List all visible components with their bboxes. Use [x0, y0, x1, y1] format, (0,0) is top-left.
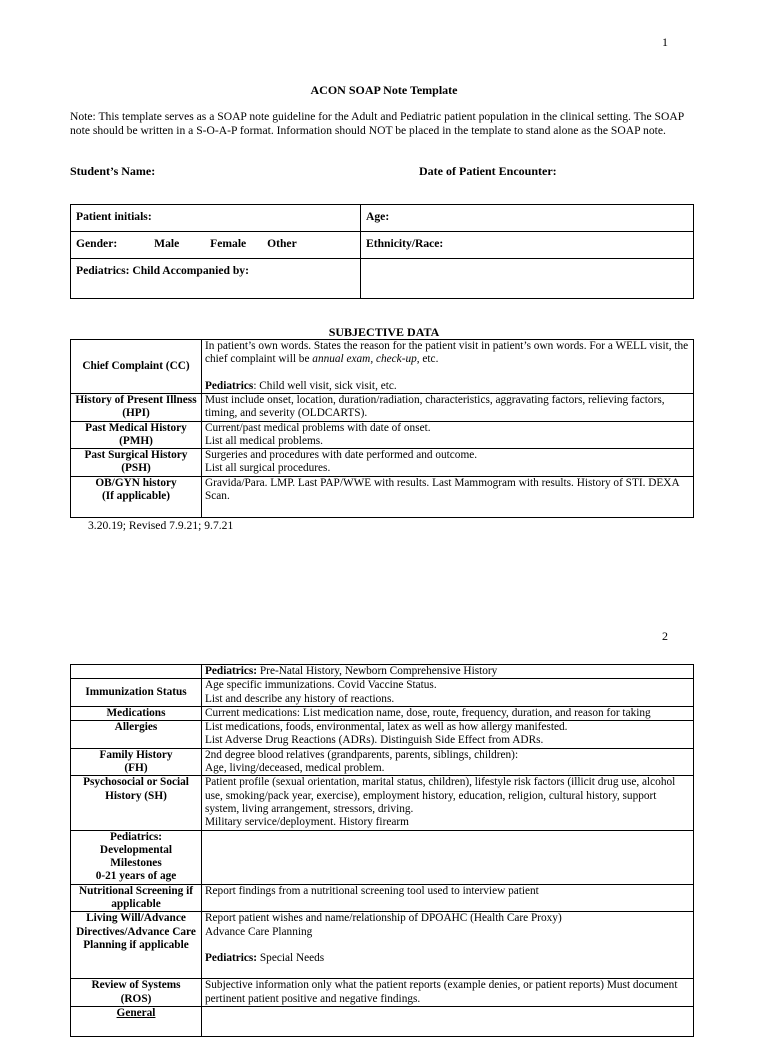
gender-option-other: Other: [267, 237, 297, 250]
allergies-label: Allergies: [71, 721, 202, 749]
pmh-description: [202, 421, 694, 449]
pmh-text-1: Current/past medical problems with date of onset.: [205, 421, 431, 434]
obgyn-label: [71, 476, 202, 517]
subjective-table-continued: [70, 664, 694, 1037]
document-title: ACON SOAP Note Template: [310, 83, 458, 97]
ros-description: Subjective information only what the patient reports (example denies, or patient reports) Must document pertinent patient positive and negative findings.: [202, 979, 694, 1007]
social-history-text-2: Military service/deployment. History firearm: [205, 816, 409, 829]
obgyn-description: Gravida/Para. LMP. Last PAP/WWE with results. Last Mammogram with results. History of STI. DEXA Scan.: [202, 476, 694, 517]
social-history-description: [202, 776, 694, 830]
ros-label: [71, 979, 202, 1007]
cc-peds-label: Pediatrics: [205, 379, 254, 392]
living-will-text-1: Report patient wishes and name/relationship of DPOAHC (Health Care Proxy): [205, 912, 562, 925]
living-will-text-2: Advance Care Planning: [205, 925, 313, 938]
family-history-text-2: Age, living/deceased, medical problem.: [205, 762, 385, 775]
social-history-text-1: Patient profile (sexual orientation, marital status, children), lifestyle risk factors (illicit drug use, alcohol use, smoking/pack year, exercise), employment history, education, religion, cultural history, support system, living arrangement, stressors, driving.: [205, 776, 676, 815]
gender-option-female: Female: [210, 237, 247, 250]
obgyn-label-1: OB/GYN history: [95, 476, 177, 489]
living-will-label: Living Will/Advance Directives/Advance Care Planning if applicable: [71, 912, 202, 979]
age-cell: Age:: [361, 205, 694, 232]
developmental-description: [202, 830, 694, 884]
ethnicity-cell: Ethnicity/Race:: [361, 232, 694, 259]
immunization-text-2: List and describe any history of reactions.: [205, 692, 395, 705]
immunization-label: Immunization Status: [71, 679, 202, 707]
developmental-label: [71, 830, 202, 884]
family-history-label: [71, 748, 202, 776]
gender-label: Gender:: [76, 237, 118, 250]
family-history-label-1: Family History: [99, 748, 173, 761]
prenatal-label-cell: [71, 665, 202, 679]
living-will-peds-label: Pediatrics:: [205, 951, 258, 964]
psh-label: Past Surgical History (PSH): [71, 449, 202, 477]
page-number: 1: [662, 35, 668, 49]
cc-peds-text: : Child well visit, sick visit, etc.: [253, 379, 397, 392]
cc-text-end: , etc.: [416, 353, 439, 366]
developmental-label-1: Pediatrics:: [109, 830, 163, 843]
obgyn-label-2: (If applicable): [101, 490, 171, 503]
cc-description: [202, 340, 694, 394]
family-history-label-2: (FH): [124, 762, 148, 775]
immunization-description: [202, 679, 694, 707]
pmh-text-2: List all medical problems.: [205, 434, 323, 447]
nutritional-description: Report findings from a nutritional screening tool used to interview patient: [202, 884, 694, 912]
psh-description: [202, 449, 694, 477]
subjective-data-heading: SUBJECTIVE DATA: [328, 325, 440, 339]
cc-label: Chief Complaint (CC): [71, 340, 202, 394]
hpi-description: Must include onset, location, duration/radiation, characteristics, aggravating factors, relieving factors, timing, and severity (OLDCARTS).: [202, 394, 694, 422]
family-history-text-1: 2nd degree blood relatives (grandparents, parents, siblings, children):: [205, 748, 519, 761]
gender-cell: [71, 232, 361, 259]
accompanied-value-cell: [361, 259, 694, 299]
revision-note: 3.20.19; Revised 7.9.21; 9.7.21: [88, 519, 234, 532]
allergies-text-1: List medications, foods, environmental, latex as well as how allergy manifested.: [205, 721, 568, 734]
immunization-text-1: Age specific immunizations. Covid Vaccine Status.: [205, 679, 437, 692]
encounter-date-label: Date of Patient Encounter:: [419, 164, 557, 178]
pmh-label: Past Medical History (PMH): [71, 421, 202, 449]
developmental-label-3: 0-21 years of age: [95, 870, 177, 883]
psh-text-2: List all surgical procedures.: [205, 462, 331, 475]
hpi-label: History of Present Illness (HPI): [71, 394, 202, 422]
family-history-description: [202, 748, 694, 776]
allergies-text-2: List Adverse Drug Reactions (ADRs). Distinguish Side Effect from ADRs.: [205, 734, 544, 747]
cc-text-italic: annual exam, check-up: [312, 353, 417, 366]
general-label: General: [71, 1006, 202, 1036]
accompanied-cell: Pediatrics: Child Accompanied by:: [71, 259, 361, 299]
living-will-peds-text: Special Needs: [257, 951, 325, 964]
psh-text-1: Surgeries and procedures with date performed and outcome.: [205, 449, 478, 462]
prenatal-peds-label: Pediatrics:: [205, 665, 258, 677]
medications-label: Medications: [71, 706, 202, 720]
general-description: [202, 1006, 694, 1036]
allergies-description: [202, 721, 694, 749]
student-name-label: Student’s Name:: [70, 164, 156, 178]
patient-info-table: [70, 204, 694, 299]
patient-initials-cell: Patient initials:: [71, 205, 361, 232]
prenatal-peds-text: Pre-Natal History, Newborn Comprehensive History: [257, 665, 498, 677]
gender-option-male: Male: [154, 237, 180, 250]
ros-label-2: (ROS): [120, 992, 152, 1005]
nutritional-label: Nutritional Screening if applicable: [71, 884, 202, 912]
prenatal-description: [202, 665, 694, 679]
ros-label-1: Review of Systems: [91, 979, 181, 992]
developmental-label-2: Developmental Milestones: [99, 843, 173, 870]
subjective-table: [70, 339, 694, 518]
template-note: Note: This template serves as a SOAP note guideline for the Adult and Pediatric patient population in the clinical setting. The SOAP note should be written in a S-O-A-P format. Information should NOT be placed in the template to stand alone as the SOAP note.: [70, 110, 684, 137]
living-will-description: [202, 912, 694, 979]
page-number-2: 2: [662, 629, 668, 643]
social-history-label: Psychosocial or Social History (SH): [71, 776, 202, 830]
cc-text: In patient’s own words. States the reason for the patient visit in patient’s own words. For a WELL visit, the chief complaint will be: [205, 340, 689, 366]
medications-description: Current medications: List medication name, dose, route, frequency, duration, and reason for taking: [202, 706, 694, 720]
